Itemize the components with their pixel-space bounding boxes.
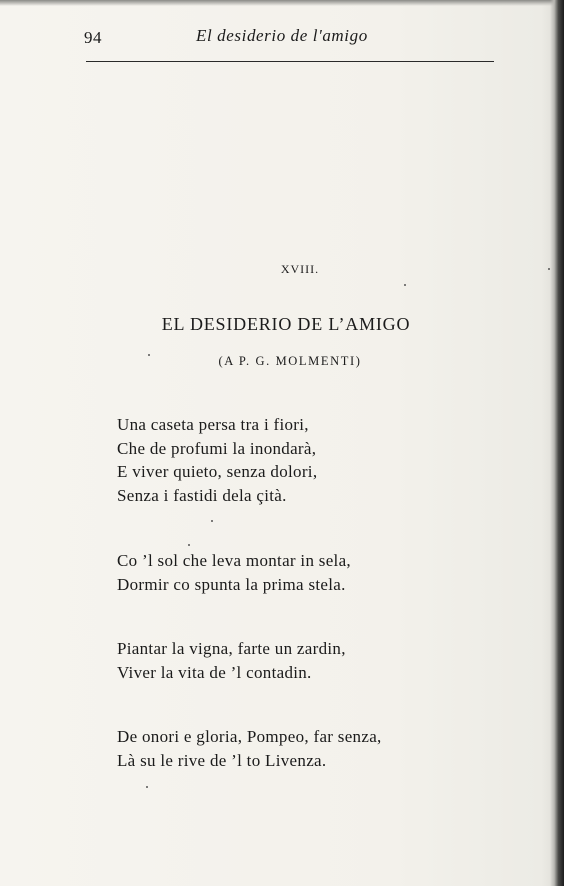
poem-number: XVIII. <box>280 262 320 276</box>
stanza-break <box>117 596 447 637</box>
verse-line: De onori e gloria, Pompeo, far senza, <box>117 727 382 746</box>
stanza-2 <box>117 549 447 596</box>
poem-body <box>117 413 447 772</box>
paper-speck <box>188 544 190 546</box>
verse-line: Che de profumi la inondarà, <box>117 438 317 458</box>
poem-title: EL DESIDERIO DE L’AMIGO <box>161 314 411 334</box>
verse-line: Là su le rive de ’l to Livenza. <box>117 750 327 770</box>
stanza-1 <box>117 413 447 507</box>
stanza-4 <box>117 725 447 772</box>
page-binding-edge <box>550 0 564 886</box>
paper-speck <box>211 520 213 522</box>
paper-speck <box>146 786 148 788</box>
running-head: El desiderio de l'amigo <box>196 26 368 45</box>
page-number: 94 <box>84 28 102 47</box>
paper-speck <box>148 354 150 356</box>
verse-line: Una caseta persa tra i fiori, <box>117 415 309 434</box>
paper-speck <box>404 284 406 286</box>
verse-line: Senza i fastidi dela çità. <box>117 485 287 505</box>
verse-line: E viver quieto, senza dolori, <box>117 462 318 481</box>
header-rule <box>86 61 494 62</box>
stanza-break <box>117 684 447 725</box>
verse-line: Viver la vita de ’l contadin. <box>117 662 312 682</box>
page-top-edge <box>0 0 564 6</box>
verse-line: Piantar la vigna, farte un zardin, <box>117 639 346 658</box>
stanza-break <box>117 507 447 549</box>
stanza-3 <box>117 637 447 684</box>
verse-line: Dormir co spunta la prima stela. <box>117 574 346 594</box>
paper-speck <box>548 268 550 270</box>
poem-dedication: (A P. G. MOLMENTI) <box>218 354 362 368</box>
verse-line: Co ’l sol che leva montar in sela, <box>117 551 351 570</box>
